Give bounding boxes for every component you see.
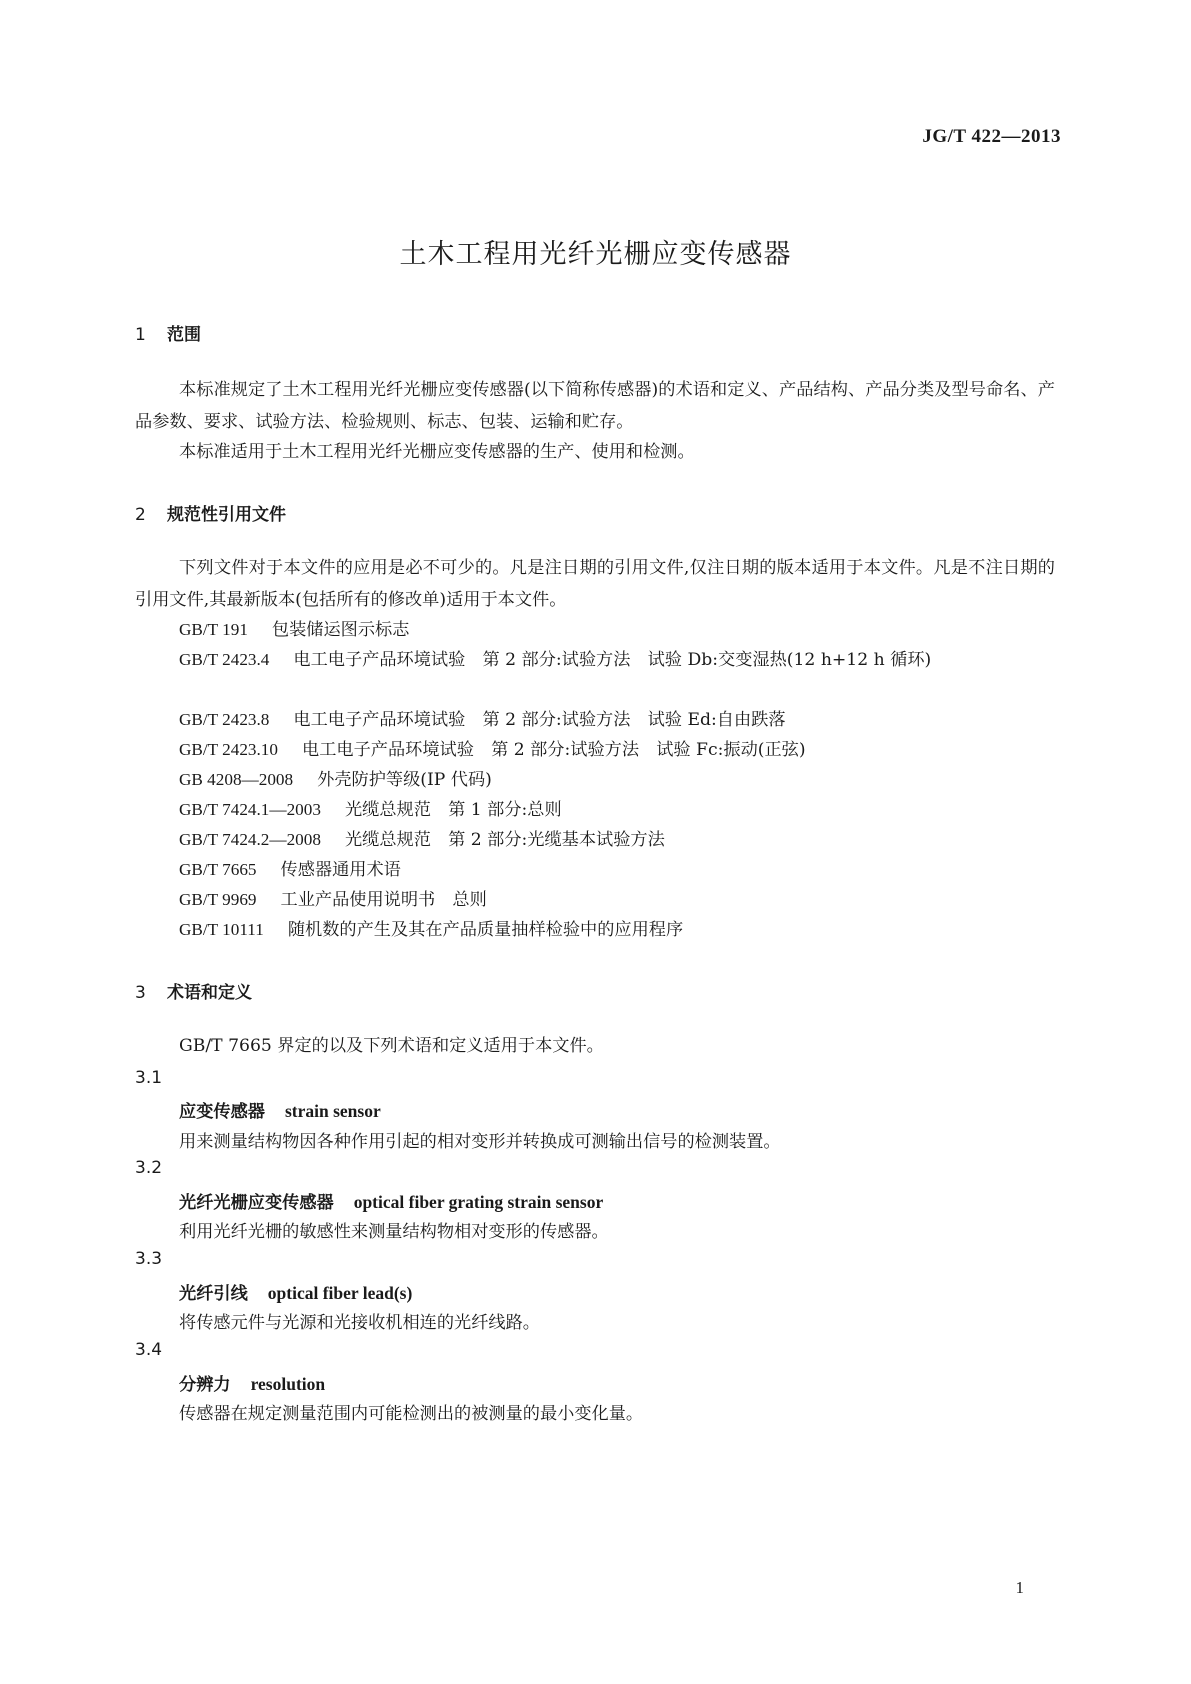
reference-item <box>179 884 1055 916</box>
clause-number: 3.1 <box>135 1068 163 1088</box>
term-english: resolution <box>250 1374 326 1394</box>
reference-item <box>179 914 1055 946</box>
term-chinese: 应变传感器 <box>179 1102 265 1122</box>
term-definition: 传感器在规定测量范围内可能检测出的被测量的最小变化量。 <box>179 1404 644 1424</box>
reference-code: GB/T 9969 <box>179 890 257 909</box>
clause-number: 3.2 <box>135 1158 163 1178</box>
reference-item <box>179 704 1055 736</box>
reference-item <box>179 614 1055 646</box>
reference-code: GB/T 7665 <box>179 860 257 879</box>
section-title: 术语和定义 <box>167 983 252 1003</box>
term-heading <box>179 1279 412 1304</box>
term-chinese: 分辨力 <box>179 1375 231 1395</box>
section-heading-terms-definitions <box>135 978 252 1003</box>
term-definition: 将传感元件与光源和光接收机相连的光纤线路。 <box>179 1313 540 1333</box>
section-number: 2 <box>135 505 146 525</box>
section-title: 范围 <box>167 325 201 345</box>
reference-title: 电工电子产品环境试验 第 2 部分:试验方法 试验 Ed:自由跌落 <box>293 710 786 730</box>
term-english: optical fiber lead(s) <box>267 1283 413 1303</box>
reference-item <box>179 854 1055 886</box>
document-title: 土木工程用光纤光栅应变传感器 <box>399 239 792 270</box>
reference-code: GB/T 10111 <box>179 920 264 939</box>
section-heading-scope <box>135 320 201 345</box>
clause-number: 3.3 <box>135 1249 163 1269</box>
reference-code: GB/T 2423.8 <box>179 710 270 729</box>
reference-item <box>179 734 1055 766</box>
section-title: 规范性引用文件 <box>167 505 286 525</box>
reference-code: GB/T 191 <box>179 620 248 639</box>
term-english: optical fiber grating strain sensor <box>353 1192 604 1212</box>
reference-title: 随机数的产生及其在产品质量抽样检验中的应用程序 <box>287 920 684 940</box>
page-number: 1 <box>1015 1578 1024 1597</box>
reference-code: GB/T 2423.10 <box>179 740 278 759</box>
standard-code: JG/T 422—2013 <box>922 126 1061 147</box>
scope-applicability-paragraph: 本标准适用于土木工程用光纤光栅应变传感器的生产、使用和检测。 <box>179 442 695 462</box>
reference-code: GB/T 2423.4 <box>179 650 270 669</box>
reference-title: 工业产品使用说明书 总则 <box>280 890 487 910</box>
reference-item <box>179 824 1055 856</box>
reference-title: 光缆总规范 第 2 部分:光缆基本试验方法 <box>344 830 665 850</box>
term-chinese: 光纤光栅应变传感器 <box>179 1193 334 1213</box>
reference-title: 传感器通用术语 <box>280 860 401 880</box>
term-heading <box>179 1097 381 1122</box>
term-heading <box>179 1370 325 1395</box>
reference-title: 电工电子产品环境试验 第 2 部分:试验方法 试验 Fc:振动(正弦) <box>302 740 806 760</box>
reference-code: GB 4208—2008 <box>179 770 294 789</box>
reference-title: 外壳防护等级(IP 代码) <box>317 770 492 790</box>
reference-title: 包装储运图示标志 <box>271 620 410 640</box>
reference-item <box>179 764 1055 796</box>
reference-item <box>179 794 1055 826</box>
reference-code: GB/T 7424.1—2003 <box>179 800 321 819</box>
clause-number: 3.4 <box>135 1340 163 1360</box>
scope-paragraph: 本标准规定了土木工程用光纤光栅应变传感器(以下简称传感器)的术语和定义、产品结构、产品分类及型号命名、产品参数、要求、试验方法、检验规则、标志、包装、运输和贮存。 <box>135 380 1055 432</box>
section-number: 3 <box>135 983 146 1003</box>
references-intro-paragraph: 下列文件对于本文件的应用是必不可少的。凡是注日期的引用文件,仅注日期的版本适用于本文件。凡是不注日期的引用文件,其最新版本(包括所有的修改单)适用于本文件。 <box>135 558 1055 610</box>
term-definition: 利用光纤光栅的敏感性来测量结构物相对变形的传感器。 <box>179 1222 609 1242</box>
term-heading <box>179 1188 603 1213</box>
reference-title: 光缆总规范 第 1 部分:总则 <box>344 800 562 820</box>
section-heading-normative-references <box>135 500 286 525</box>
section-number: 1 <box>135 325 146 345</box>
term-english: strain sensor <box>284 1101 381 1121</box>
reference-code: GB/T 7424.2—2008 <box>179 830 321 849</box>
term-definition: 用来测量结构物因各种作用引起的相对变形并转换成可测输出信号的检测装置。 <box>179 1132 781 1152</box>
reference-item <box>135 644 1055 676</box>
term-chinese: 光纤引线 <box>179 1284 248 1304</box>
terms-intro-paragraph: GB/T 7665 界定的以及下列术语和定义适用于本文件。 <box>179 1036 604 1056</box>
reference-title: 电工电子产品环境试验 第 2 部分:试验方法 试验 Db:交变湿热(12 h+12 h 循环) <box>293 650 932 670</box>
